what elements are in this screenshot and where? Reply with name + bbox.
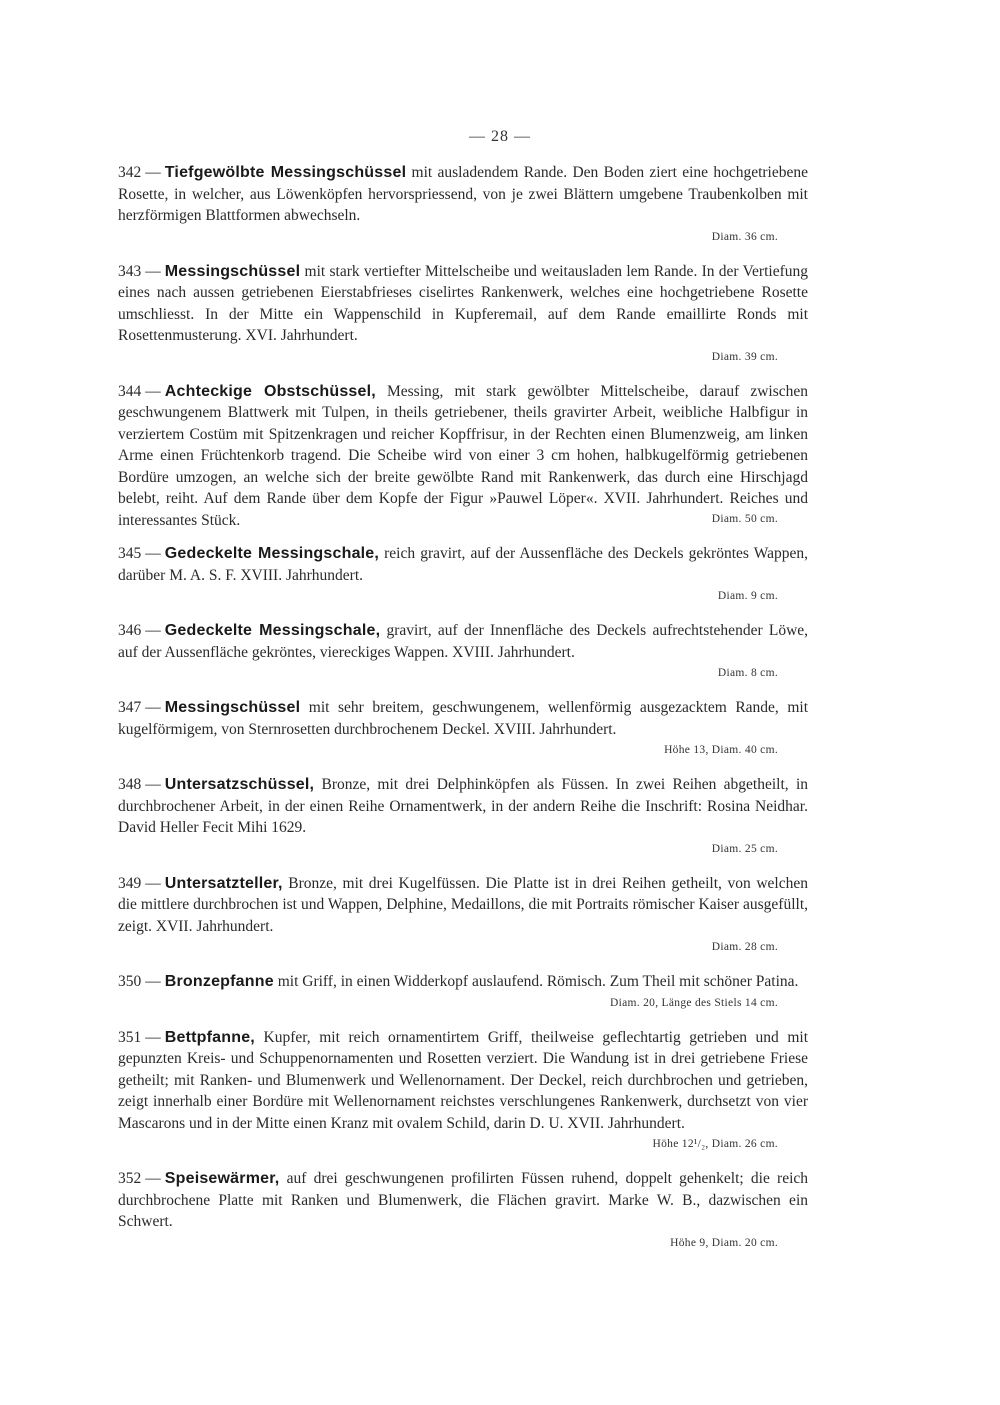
entry-number: 348 [118,776,142,793]
entry-dimensions: Diam. 20, Länge des Stiels 14 cm. [610,996,778,1009]
entry-title: Bettpfanne, [164,1028,255,1046]
entry-description: Messing, mit stark gewölbter Mittelscheibe, darauf zwischen geschwungenem Blattwerk mit Tulpen, in theils getriebener, theils gravirter Arbeit, weibliche Halbfigur in verziertem Costüm mit Spitzenkragen und reicher Kopffrisur, in der Rechten einen Blumenzweig, am linken Arme einen Früchtenkorb tragend. Die Scheibe wird von einer 3 cm hohen, halbkugelförmig getriebenen Bordüre umzogen, an welche sich der breite gewölbte Rand mit Rankenwerk, das durch eine Hirschjagd belebt, reiht. Auf dem Rande über dem Kopfe der Figur »Pauwel Löper«. XVII. Jahrhundert. Reiches und interessantes Stück. [118,382,808,529]
catalogue-entry [118,873,808,956]
entry-dimensions: Diam. 36 cm. [711,230,778,243]
catalogue-entry [118,774,808,857]
entry-dimensions: Diam. 9 cm. [717,590,778,602]
entry-title: Untersatzteller, [164,874,283,892]
entry-description: mit sehr breitem, geschwungenem, wellenförmig ausgezacktem Rande, mit kugelförmigem, von Sternrosetten durchbrochenem Deckel. XVIII. Jahrhundert. [118,699,809,738]
entry-description: Bronze, mit drei Delphinköpfen als Füssen. In zwei Reihen abgetheilt, in durchbrochener Arbeit, in der einen Reihe Ornamentwerk, in der andern Reihe die Inschrift: Rosina Neidhar. David Heller Fecit Mihi 1629. [118,776,809,836]
entry-dash: — [145,1028,161,1046]
entry-number: 350 [118,973,142,990]
entry-dash: — [145,973,161,990]
catalogue-entry [118,162,808,245]
entry-dimensions: Diam. 8 cm. [717,667,778,679]
entry-dimensions: Höhe 9, Diam. 20 cm. [670,1236,778,1249]
entry-dash: — [145,164,161,181]
entry-number: 352 [118,1170,142,1187]
entry-title: Speisewärmer, [164,1170,280,1187]
entry-number: 345 [118,545,142,562]
entry-body [118,697,808,740]
entry-body [118,543,808,586]
entry-description: auf drei geschwungenen profilirten Füssen ruhend, doppelt gehenkelt; die reich durchbrochene Platte mit Ranken und Blumenwerk, die Flächen gravirt. Marke W. B., dazwischen ein Schwert. [118,1170,809,1230]
entry-body [118,1168,808,1233]
entry-description: mit stark vertiefter Mittelscheibe und weitausladen lem Rande. In der Vertiefung eines nach aussen getriebenen Eierstabfrieses ciselirtes Rankenwerk, welches eine hochgetriebene Rosette umschliesst. In der Mitte ein Wappenschild in Kupferemail, auf dem Rande emaillirte Ronds mit Rosettenmusterung. XVI. Jahrhundert. [118,262,808,344]
entry-title: Gedeckelte Messingschale, [164,622,381,639]
entry-dash: — [145,874,161,892]
entry-dimensions: Höhe 13, Diam. 40 cm. [664,744,778,756]
entry-body [118,261,808,347]
entry-description: mit ausladendem Rande. Den Boden ziert eine hochgetriebene Rosette, in welcher, aus Löwenköpfen hervorspriessend, von je zwei Blättern umgebene Traubenkolben mit herzförmigen Blattformen abwechseln. [118,164,809,224]
entry-number: 342 [118,164,142,181]
entry-title: Achteckige Obstschüssel, [164,382,376,400]
entry-dash: — [145,262,161,280]
catalogue-entry [118,1168,808,1251]
entry-number: 349 [118,874,142,892]
entry-number: 343 [118,262,142,280]
entry-title: Tiefgewölbte Messingschüssel [164,164,407,181]
entry-dash: — [145,1170,161,1187]
entry-body [118,162,808,227]
entry-body [118,873,808,938]
entry-number: 347 [118,699,142,716]
entry-description: gravirt, auf der Innenfläche des Deckels aufrechtstehender Löwe, auf der Aussenfläche gekröntes, viereckiges Wappen. XVIII. Jahrhundert. [118,622,809,661]
catalogue-entry [118,543,808,604]
entry-dimensions: Diam. 28 cm. [711,941,778,953]
catalogue-entry [118,381,808,528]
catalogue-entries [118,162,808,1267]
catalogue-entry [118,697,808,758]
catalogue-entry [118,971,808,1011]
entry-dimensions: Diam. 25 cm. [711,842,778,855]
entry-dash: — [145,382,161,400]
page-number: — 28 — [469,128,531,145]
entry-title: Gedeckelte Messingschale, [164,545,380,562]
entry-title: Bronzepfanne [164,973,274,990]
entry-body [118,1027,808,1135]
catalogue-entry [118,1027,808,1153]
entry-body [118,620,808,663]
entry-dimensions: Diam. 39 cm. [711,350,778,363]
entry-dash: — [145,545,161,562]
entry-title: Messingschüssel [164,262,301,280]
entry-title: Messingschüssel [164,699,301,716]
entry-title: Untersatzschüssel, [164,776,315,793]
entry-number: 346 [118,622,142,639]
entry-description: Bronze, mit drei Kugelfüssen. Die Platte ist in drei Reihen getheilt, von welchen die mittlere durchbrochen ist und Wappen, Delphine, Medaillons, die mit Portraits römischer Kaiser ausgefüllt, zeigt. XVII. Jahrhundert. [118,874,808,935]
entry-description: Kupfer, mit reich ornamentirtem Griff, theilweise geflechtartig getrieben und mit gepunzten Kreis- und Schuppenornamenten und Rosetten verziert. Die Wandung ist in drei getriebene Friese getheilt; mit Ranken- und Blumenwerk und Wellenornament. Der Deckel, reich durchbrochen und getrieben, zeigt innerhalb einer Bordüre mit Wellenornament reichstes verschlungenes Rankenwerk, durchsetzt von vier Mascarons und in der Mitte einen Kranz mit ovalem Schild, darin D. U. XVII. Jahrhundert. [118,1028,808,1132]
catalogue-entry [118,620,808,681]
catalogue-entry [118,261,808,365]
entry-dash: — [145,699,161,716]
entry-number: 351 [118,1028,142,1046]
entry-dash: — [145,622,161,639]
entry-body [118,971,808,993]
entry-body [118,381,808,532]
entry-description: mit Griff, in einen Widderkopf auslaufend. Römisch. Zum Theil mit schöner Patina. [277,973,799,990]
entry-number: 344 [118,382,142,400]
entry-dash: — [145,776,161,793]
entry-body [118,774,808,839]
entry-description: reich gravirt, auf der Aussenfläche des Deckels gekröntes Wappen, darüber M. A. S. F. XVIII. Jahrhundert. [118,545,808,584]
entry-dimensions: Höhe 12¹/₂, Diam. 26 cm. [652,1138,778,1150]
entry-dimensions: Diam. 50 cm. [711,513,778,525]
